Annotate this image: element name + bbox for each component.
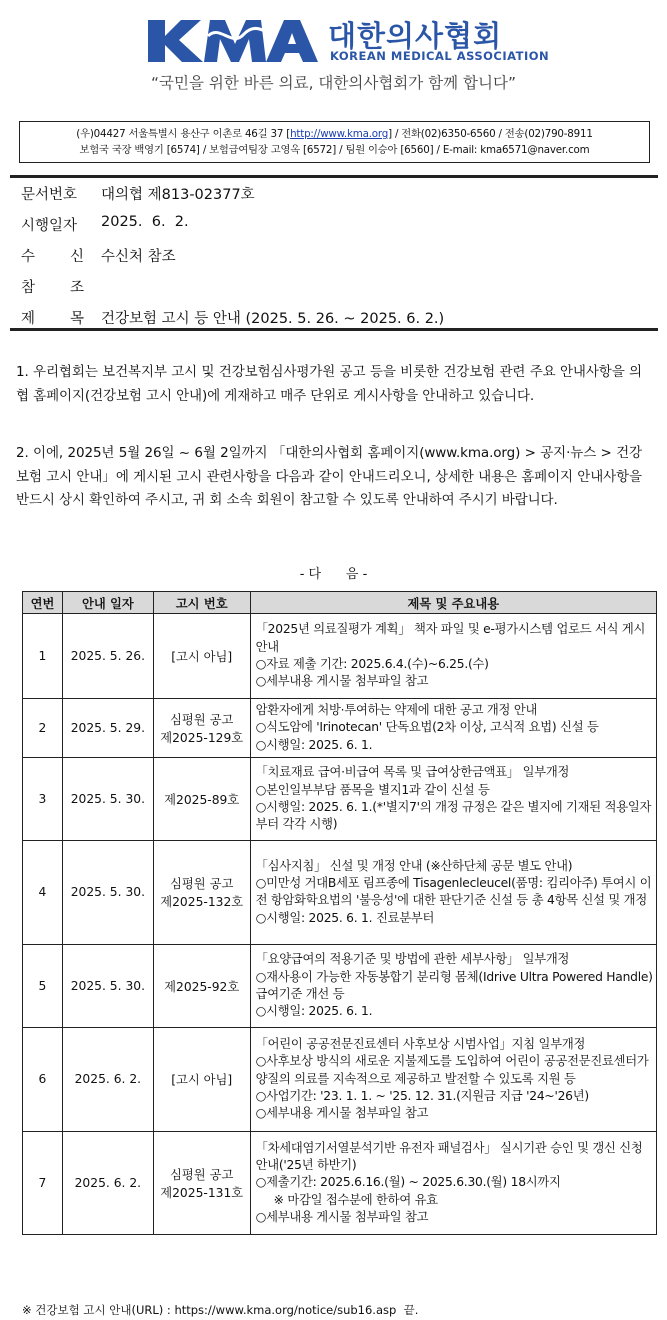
- doc-number-row: [21, 183, 641, 214]
- row-date: 2025. 6. 2.: [62, 1027, 153, 1131]
- content-line: 「어린이 공공전문진료센터 사후보상 시범사업」지침 일부개정: [255, 1037, 586, 1052]
- table-row: [23, 1027, 657, 1131]
- date-row: [21, 214, 641, 245]
- reference-label: [21, 276, 93, 307]
- table-row: [23, 944, 657, 1027]
- row-content: [250, 614, 656, 699]
- row-date: 2025. 5. 30.: [62, 840, 153, 944]
- notice-number-line-2: 제2025-132호: [160, 895, 244, 910]
- subject-label: [21, 307, 93, 338]
- letterhead: [0, 0, 667, 110]
- divider-bottom: [10, 328, 658, 331]
- content-line: ○제출기간: 2025.6.16.(월) ~ 2025.6.30.(월) 18시까지: [255, 1175, 561, 1190]
- footnote: ※ 건강보험 고시 안내(URL) : https://www.kma.org/notice/sub16.asp 끝.: [22, 1303, 419, 1317]
- content-line: ○미만성 거대B세포 림프종에 Tisagenlecleucel(품명: 킴리아주) 투여시 이전 항암화학요법의 '불응성'에 대한 판단기준 신설 등 총 4항목 신설 및 개정: [255, 876, 652, 908]
- recipient-label-char-2: 신: [69, 249, 84, 265]
- notice-number-line-1: 제2025-92호: [164, 979, 240, 994]
- content-line: 「차세대염기서열분석기반 유전자 패널검사」 실시기관 승인 및 갱신 신청 안내('25년 하반기): [255, 1140, 643, 1172]
- row-date: 2025. 6. 2.: [62, 1131, 153, 1234]
- content-line: 「요양급여의 적용기준 및 방법에 관한 세부사항」 일부개정: [255, 952, 570, 967]
- table-row: [23, 614, 657, 699]
- table-row: [23, 699, 657, 758]
- table-row: [23, 1131, 657, 1234]
- content-line: ○시행일: 2025. 6. 1.: [255, 737, 373, 752]
- notice-table: [22, 591, 657, 1235]
- address-suffix: ] / 전화(02)6350-6560 / 전송(02)790-8911: [388, 128, 593, 140]
- body-paragraph-1: 1. 우리협회는 보건복지부 고시 및 건강보험심사평가원 공고 등을 비롯한 건강보험 관련 주요 안내사항을 의협 홈페이지(건강보험 고시 안내)에 게재하고 매주 단위로 게시사항을 안내하고 있습니다.: [16, 364, 642, 404]
- content-line: ○재사용이 가능한 자동봉합기 분리형 몸체(Idrive Ultra Powered Handle) 급여기준 개선 등: [255, 969, 653, 1001]
- table-row: [23, 757, 657, 840]
- row-notice-number: [153, 757, 250, 840]
- body-paragraph-2: 2. 이에, 2025년 5월 26일 ~ 6월 2일까지 「대한의사협회 홈페이지(www.kma.org) > 공지·뉴스 > 건강보험 고시 안내」에 게시된 고시 관련사항을 다음과 같이 안내드리오니, 상세한 내용은 홈페이지 안내사항을 반드시 상시 확인하여 주시고, 귀 회 소속 회원이 참고할 수 있도록 안내하여 주시기 바랍니다.: [16, 445, 642, 508]
- doc-number: 대의협 제813-02377호: [101, 187, 255, 203]
- reference-label-char-1: 참: [21, 280, 36, 296]
- row-notice-number: [153, 840, 250, 944]
- contact-line-2: 보험국 국장 백영기 [6574] / 보험급여팀장 고영옥 [6572] / 팀원 이승아 [6560] / E-mail: kma6571@naver.com: [79, 144, 590, 156]
- content-line: ○식도암에 'Irinotecan' 단독요법(2차 이상, 고식적 요법) 신설 등: [255, 720, 599, 735]
- divider-top: [10, 175, 658, 178]
- recipient-value: 수신처 참조: [101, 249, 176, 265]
- content-line: ○세부내용 게시물 첨부파일 참고: [255, 674, 429, 689]
- row-number: 3: [23, 757, 63, 840]
- notice-number-line-1: [고시 아님]: [171, 650, 233, 664]
- org-name-korean: 대한의사협회: [328, 19, 503, 53]
- date-label: 시행일자: [21, 218, 78, 234]
- recipient-label: [21, 245, 93, 276]
- content-line: ○자료 제출 기간: 2025.6.4.(수)~6.25.(수): [255, 657, 489, 671]
- subject-value: 건강보험 고시 등 안내 (2025. 5. 26. ~ 2025. 6. 2.): [101, 311, 445, 327]
- row-notice-number: [153, 614, 250, 699]
- table-header-row: [23, 592, 657, 614]
- doc-number-label: 문서번호: [21, 187, 78, 203]
- contact-box: [19, 121, 650, 163]
- reference-row: [21, 276, 641, 307]
- row-number: 2: [23, 699, 63, 758]
- header-notice-no: 고시 번호: [153, 592, 250, 614]
- row-content: [250, 1027, 656, 1131]
- following-heading: - 다 음 -: [299, 567, 368, 582]
- contact-line-1: [20, 126, 649, 142]
- content-line: 「2025년 의료질평가 계획」 책자 파일 및 e-평가시스템 업로드 서식 게시 안내: [255, 622, 646, 654]
- content-line: ○사후보상 방식의 새로운 지불제도를 도입하여 어린이 공공전문진료센터가 양질의 의료를 지속적으로 제공하고 발전할 수 있도록 지원 등: [255, 1054, 649, 1086]
- row-number: 7: [23, 1131, 63, 1234]
- row-number: 5: [23, 944, 63, 1027]
- row-number: 4: [23, 840, 63, 944]
- org-name-english: KOREAN MEDICAL ASSOCIATION: [330, 49, 550, 63]
- subject-label-char-2: 목: [69, 311, 84, 327]
- notice-number-line-1: 제2025-89호: [164, 792, 240, 807]
- row-content: [250, 944, 656, 1027]
- content-line: ○세부내용 게시물 첨부파일 참고: [255, 1106, 429, 1121]
- notice-number-line-2: 제2025-131호: [160, 1185, 244, 1200]
- content-line: 「심사지침」 신설 및 개정 안내 (※산하단체 공문 별도 안내): [255, 858, 573, 873]
- slogan: “국민을 위한 바른 의료, 대한의사협회가 함께 합니다”: [151, 74, 516, 92]
- row-notice-number: [153, 944, 250, 1027]
- subject-row: [21, 307, 641, 338]
- row-date: 2025. 5. 30.: [62, 944, 153, 1027]
- website-link[interactable]: http://www.kma.org: [290, 128, 389, 140]
- content-line: ○시행일: 2025. 6. 1.(*'별지7'의 개정 규정은 같은 별지에 기재된 적용일자부터 각각 시행): [255, 799, 652, 832]
- table-body: [23, 614, 657, 1235]
- row-date: 2025. 5. 30.: [62, 757, 153, 840]
- content-line: 「치료재료 급여·비급여 목록 및 급여상한금액표」 일부개정: [255, 765, 570, 780]
- row-content: [250, 840, 656, 944]
- table-row: [23, 840, 657, 944]
- content-line: ○세부내용 게시물 첨부파일 참고: [255, 1209, 429, 1224]
- recipient-row: [21, 245, 641, 276]
- header-no: 연번: [23, 592, 63, 614]
- content-line: ○시행일: 2025. 6. 1.: [255, 1004, 373, 1019]
- row-number: 6: [23, 1027, 63, 1131]
- address-prefix: (우)04427 서울특별시 용산구 이촌로 46길 37 [: [76, 128, 291, 140]
- notice-number-line-2: 제2025-129호: [160, 730, 244, 745]
- content-line: ○시행일: 2025. 6. 1. 진료분부터: [255, 910, 435, 925]
- row-date: 2025. 5. 26.: [62, 614, 153, 699]
- document-meta: [21, 183, 641, 338]
- notice-number-line-1: [고시 아님]: [171, 1073, 233, 1088]
- row-notice-number: [153, 1027, 250, 1131]
- content-line: ○사업기간: '23. 1. 1. ~ '25. 12. 31.(지원금 지급 '24~'26년): [255, 1089, 589, 1104]
- content-line: ※ 마감일 접수분에 한하여 유효: [273, 1192, 438, 1207]
- date-value: 2025. 6. 2.: [101, 214, 189, 230]
- row-number: 1: [23, 614, 63, 699]
- row-notice-number: [153, 1131, 250, 1234]
- row-content: [250, 699, 656, 758]
- row-date: 2025. 5. 29.: [62, 699, 153, 758]
- row-content: [250, 1131, 656, 1234]
- row-content: [250, 757, 656, 840]
- content-line: ○본인일부부담 품목을 별지1과 같이 신설 등: [255, 782, 490, 797]
- notice-number-line-1: 심평원 공고: [170, 1167, 234, 1182]
- notice-number-line-1: 심평원 공고: [170, 877, 234, 892]
- kma-logo-icon: [148, 14, 318, 64]
- notice-number-line-1: 심평원 공고: [170, 712, 234, 727]
- subject-label-char-1: 제: [21, 311, 36, 327]
- row-notice-number: [153, 699, 250, 758]
- content-line: 암환자에게 처방·투여하는 약제에 대한 공고 개정 안내: [255, 703, 538, 717]
- header-title: 제목 및 주요내용: [250, 592, 656, 614]
- header-date: 안내 일자: [62, 592, 153, 614]
- recipient-label-char-1: 수: [21, 249, 36, 265]
- reference-label-char-2: 조: [69, 280, 84, 296]
